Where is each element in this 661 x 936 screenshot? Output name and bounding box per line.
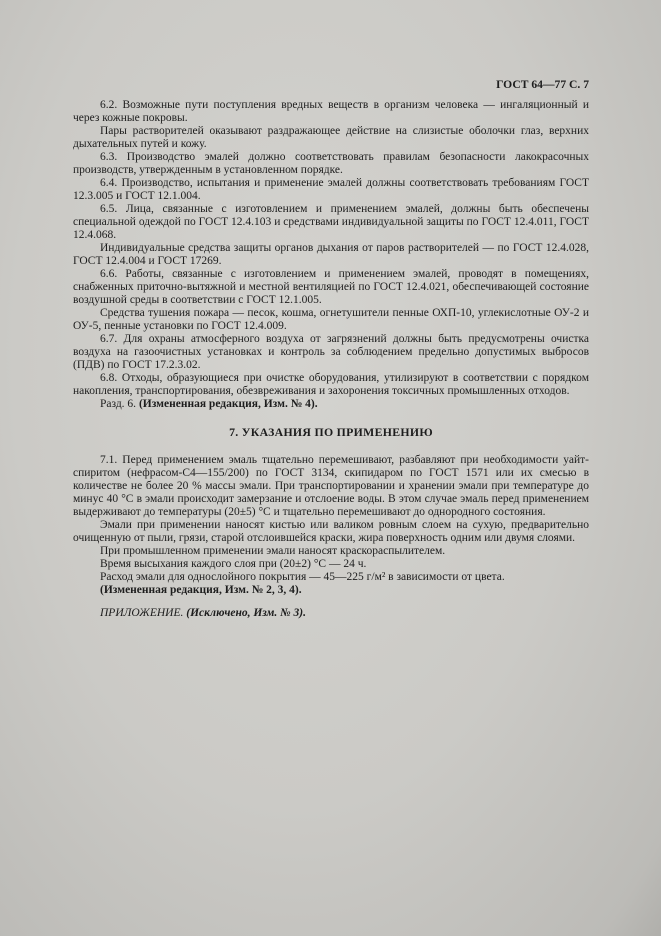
paragraph-7-drying: Время высыхания каждого слоя при (20±2) °С — 24 ч. <box>100 558 367 570</box>
document-number: ГОСТ 64—77 С. 7 <box>496 78 589 91</box>
razd-6-amendment: (Измененная редакция, Изм. № 4). <box>138 398 318 410</box>
paragraph-6-2-note: Пары растворителей оказывают раздражающее действие на слизистые оболочки глаз, верхних дыхательных путей и кожу. <box>73 125 589 150</box>
paragraph-6-6: 6.6. Работы, связанные с изготовлением и применением эмалей, проводят в помещениях, снабженных приточно-вытяжной и местной вентиляцией по ГОСТ 12.4.021, обеспечивающей состояние воздушной среды в соответствии с ГОСТ 12.1.005. <box>73 268 589 306</box>
paragraph-razd-6 <box>73 398 589 411</box>
paragraph-6-8: 6.8. Отходы, образующиеся при очистке оборудования, утилизируют в соответствии с порядком накопления, транспортирования, обезвреживания и захоронения токсичных промышленных отходов. <box>73 372 589 397</box>
appendix-note: (Исключено, Изм. № 3). <box>186 607 306 619</box>
paragraph-6-5: 6.5. Лица, связанные с изготовлением и применением эмалей, должны быть обеспечены специальной одеждой по ГОСТ 12.4.103 и средствами индивидуальной защиты по ГОСТ 12.4.011, ГОСТ 12.4.068. <box>73 203 589 241</box>
appendix-label: ПРИЛОЖЕНИЕ. <box>100 607 187 619</box>
page-header <box>73 78 589 91</box>
paragraph-6-5-note: Индивидуальные средства защиты органов дыхания от паров растворителей — по ГОСТ 12.4.028, ГОСТ 12.4.004 и ГОСТ 17269. <box>73 242 589 267</box>
document-content <box>73 78 589 620</box>
section-7-heading: 7. УКАЗАНИЯ ПО ПРИМЕНЕНИЮ <box>229 425 433 439</box>
paragraph-6-6-note: Средства тушения пожара — песок, кошма, огнетушители пенные ОХП-10, углекислотные ОУ-2 и ОУ-5, пенные установки по ГОСТ 12.4.009. <box>73 307 589 332</box>
razd-6-text: Разд. 6. <box>100 398 139 410</box>
paragraph-6-3: 6.3. Производство эмалей должно соответствовать правилам безопасности лакокрасочных производств, утвержденным в установленном порядке. <box>73 151 589 176</box>
paragraph-6-7: 6.7. Для охраны атмосферного воздуха от загрязнений должны быть предусмотрены очистка воздуха на газоочистных установках и контроль за соблюдением предельно допустимых выбросов (ПДВ) по ГОСТ 17.2.3.02. <box>73 333 589 371</box>
appendix-line <box>73 607 589 620</box>
section-7-amendment: (Измененная редакция, Изм. № 2, 3, 4). <box>100 584 302 596</box>
paragraph-7-apply: Эмали при применении наносят кистью или валиком ровным слоем на сухую, предварительно очищенную от пыли, грязи, старой отслоившейся краски, жира поверхность одним или двумя слоями. <box>73 519 589 544</box>
paragraph-7-1: 7.1. Перед применением эмаль тщательно перемешивают, разбавляют при необходимости уайт-спиритом (нефрасом-С4—155/200) по ГОСТ 3134, скипидаром по ГОСТ 1571 или их смесью в количестве не более 20 % массы эмали. При транспортировании и хранении эмали при температуре до минус 40 °С в эмали происходит замерзание и отслоение воды. В этом случае эмаль перед применением выдерживают до температуры (20±5) °С и тщательно перемешивают до однородного состояния. <box>73 454 589 518</box>
paragraph-7-consumption: Расход эмали для однослойного покрытия — 45—225 г/м² в зависимости от цвета. <box>100 571 505 583</box>
paragraph-6-2: 6.2. Возможные пути поступления вредных веществ в организм человека — ингаляционный и через кожные покровы. <box>73 99 589 124</box>
paragraph-6-4: 6.4. Производство, испытания и применение эмалей должны соответствовать требованиям ГОСТ 12.3.005 и ГОСТ 12.1.004. <box>73 177 589 202</box>
paragraph-7-industrial: При промышленном применении эмали наносят краскораспылителем. <box>100 545 446 557</box>
